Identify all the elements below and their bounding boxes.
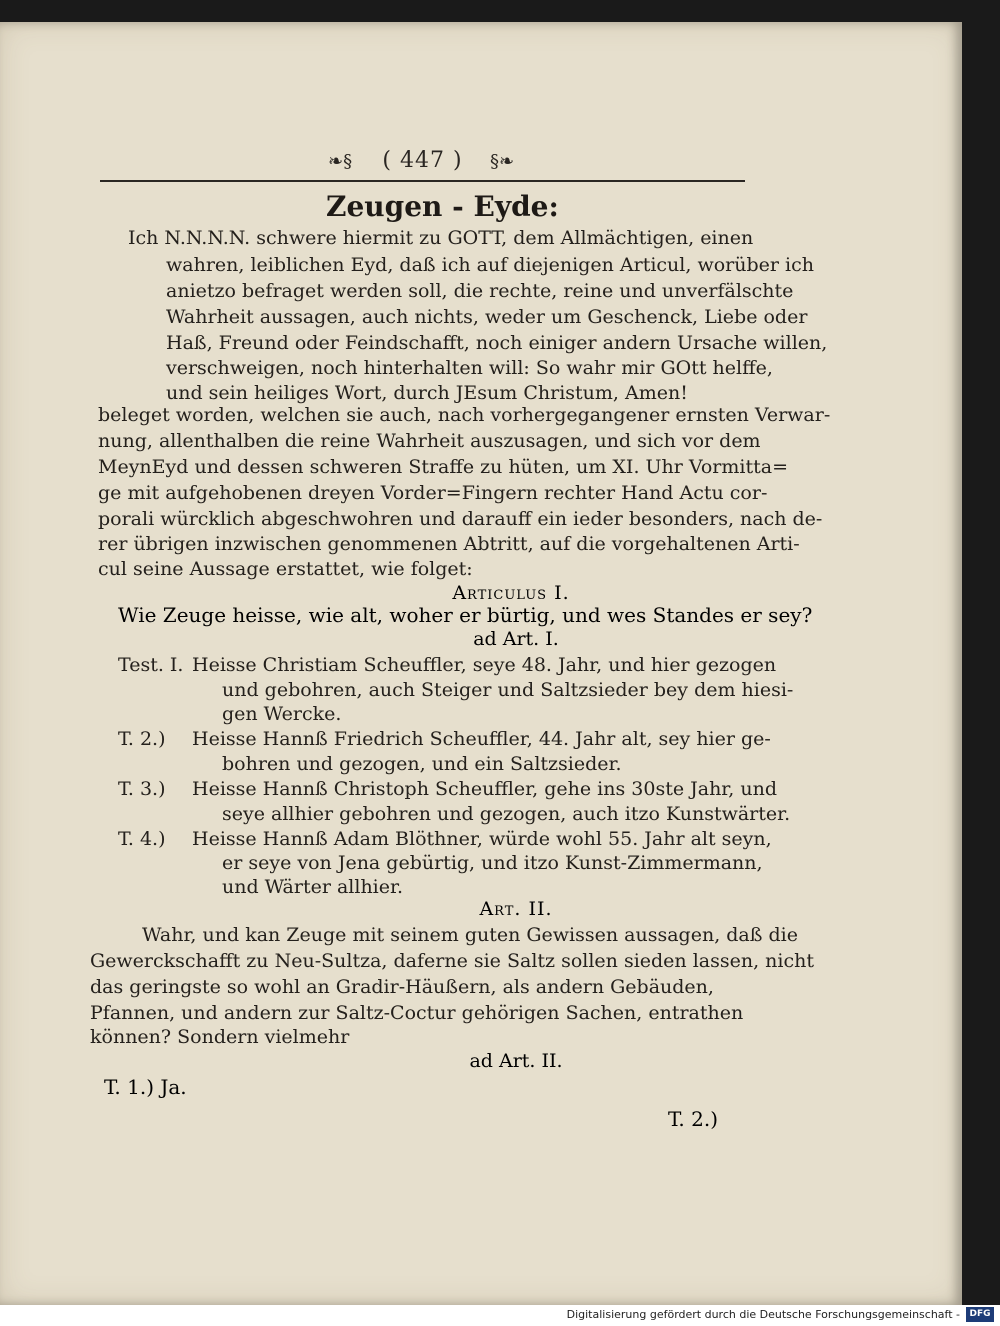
dfg-logo-icon: DFG bbox=[966, 1307, 994, 1322]
body-line: beleget worden, welchen sie auch, nach vorhergegangener ernsten Verwar- bbox=[98, 404, 831, 426]
funding-notice: Digitalisierung gefördert durch die Deutsche Forschungsgemeinschaft - bbox=[566, 1308, 960, 1321]
body-line: ge mit aufgehobenen dreyen Vorder=Fingern rechter Hand Actu cor- bbox=[98, 482, 768, 504]
testimony-art-2-t1: T. 1.) Ja. bbox=[104, 1075, 187, 1099]
question-line: Wahr, und kan Zeuge mit seinem guten Gewissen aussagen, daß die bbox=[142, 924, 798, 946]
ad-articulus-2: ad Art. II. bbox=[469, 1050, 563, 1072]
articulus-2-heading: Art. II. bbox=[479, 898, 553, 920]
oath-line: anietzo befraget werden soll, die rechte, reine und unverfälschte bbox=[166, 280, 794, 302]
testimony-line: Heisse Hannß Adam Blöthner, würde wohl 55. Jahr alt seyn, bbox=[192, 828, 772, 850]
question-line: das geringste so wohl an Gradir-Häußern, als andern Gebäuden, bbox=[90, 976, 714, 998]
testimony-line: Heisse Hannß Friedrich Scheuffler, 44. Jahr alt, sey hier ge- bbox=[192, 728, 771, 750]
question-line: Gewerckschafft zu Neu-Sultza, daferne sie Saltz sollen sieden lassen, nicht bbox=[90, 950, 814, 972]
body-line: MeynEyd und dessen schweren Straffe zu hüten, um XI. Uhr Vormitta= bbox=[98, 456, 789, 478]
oath-line: und sein heiliges Wort, durch JEsum Christum, Amen! bbox=[166, 382, 688, 404]
articulus-1-question: Wie Zeuge heisse, wie alt, woher er bürtig, und wes Standes er sey? bbox=[118, 603, 813, 627]
footer-bar bbox=[0, 1305, 1000, 1326]
page-title: Zeugen - Eyde: bbox=[326, 190, 559, 223]
question-line: können? Sondern vielmehr bbox=[90, 1026, 350, 1048]
oath-line: verschweigen, noch hinterhalten will: So wahr mir GOtt helffe, bbox=[166, 357, 773, 379]
ornament-left-icon: ❧§ bbox=[328, 151, 353, 172]
body-line: cul seine Aussage erstattet, wie folget: bbox=[98, 558, 473, 580]
scanned-page bbox=[0, 22, 962, 1305]
testimony-line: und Wärter allhier. bbox=[222, 876, 404, 898]
oath-line: Ich N.N.N.N. schwere hiermit zu GOTT, dem Allmächtigen, einen bbox=[128, 227, 754, 249]
body-line: porali würcklich abgeschwohren und darauff ein ieder besonders, nach de- bbox=[98, 508, 823, 530]
testimony-label: T. 4.) bbox=[118, 828, 166, 850]
testimony-line: bohren und gezogen, und ein Saltzsieder. bbox=[222, 753, 622, 775]
ad-articulus-1: ad Art. I. bbox=[473, 628, 559, 650]
body-line: nung, allenthalben die reine Wahrheit auszusagen, und sich vor dem bbox=[98, 430, 761, 452]
body-line: rer übrigen inzwischen genommenen Abtritt, auf die vorgehaltenen Arti- bbox=[98, 533, 800, 555]
oath-line: Wahrheit aussagen, auch nichts, weder um Geschenck, Liebe oder bbox=[166, 306, 808, 328]
testimony-label: Test. I. bbox=[118, 654, 184, 676]
testimony-line: gen Wercke. bbox=[222, 703, 342, 725]
question-line: Pfannen, und andern zur Saltz-Coctur gehörigen Sachen, entrathen bbox=[90, 1002, 744, 1024]
oath-line: wahren, leiblichen Eyd, daß ich auf diejenigen Articul, worüber ich bbox=[166, 254, 814, 276]
testimony-label: T. 3.) bbox=[118, 778, 166, 800]
page-number: ( 447 ) bbox=[382, 148, 463, 173]
testimony-line: Heisse Christiam Scheuffler, seye 48. Jahr, und hier gezogen bbox=[192, 654, 777, 676]
catchword: T. 2.) bbox=[668, 1107, 718, 1131]
articulus-1-heading: Articulus I. bbox=[452, 582, 570, 604]
oath-line: Haß, Freund oder Feindschafft, noch einiger andern Ursache willen, bbox=[166, 332, 828, 354]
page-header bbox=[100, 142, 745, 182]
ornament-right-icon: §❧ bbox=[490, 151, 515, 172]
testimony-line: er seye von Jena gebürtig, und itzo Kunst-Zimmermann, bbox=[222, 852, 763, 874]
header-rule bbox=[100, 180, 745, 182]
testimony-line: und gebohren, auch Steiger und Saltzsieder bey dem hiesi- bbox=[222, 679, 794, 701]
testimony-label: T. 2.) bbox=[118, 728, 166, 750]
testimony-line: Heisse Hannß Christoph Scheuffler, gehe ins 30ste Jahr, und bbox=[192, 778, 778, 800]
testimony-line: seye allhier gebohren und gezogen, auch itzo Kunstwärter. bbox=[222, 803, 791, 825]
